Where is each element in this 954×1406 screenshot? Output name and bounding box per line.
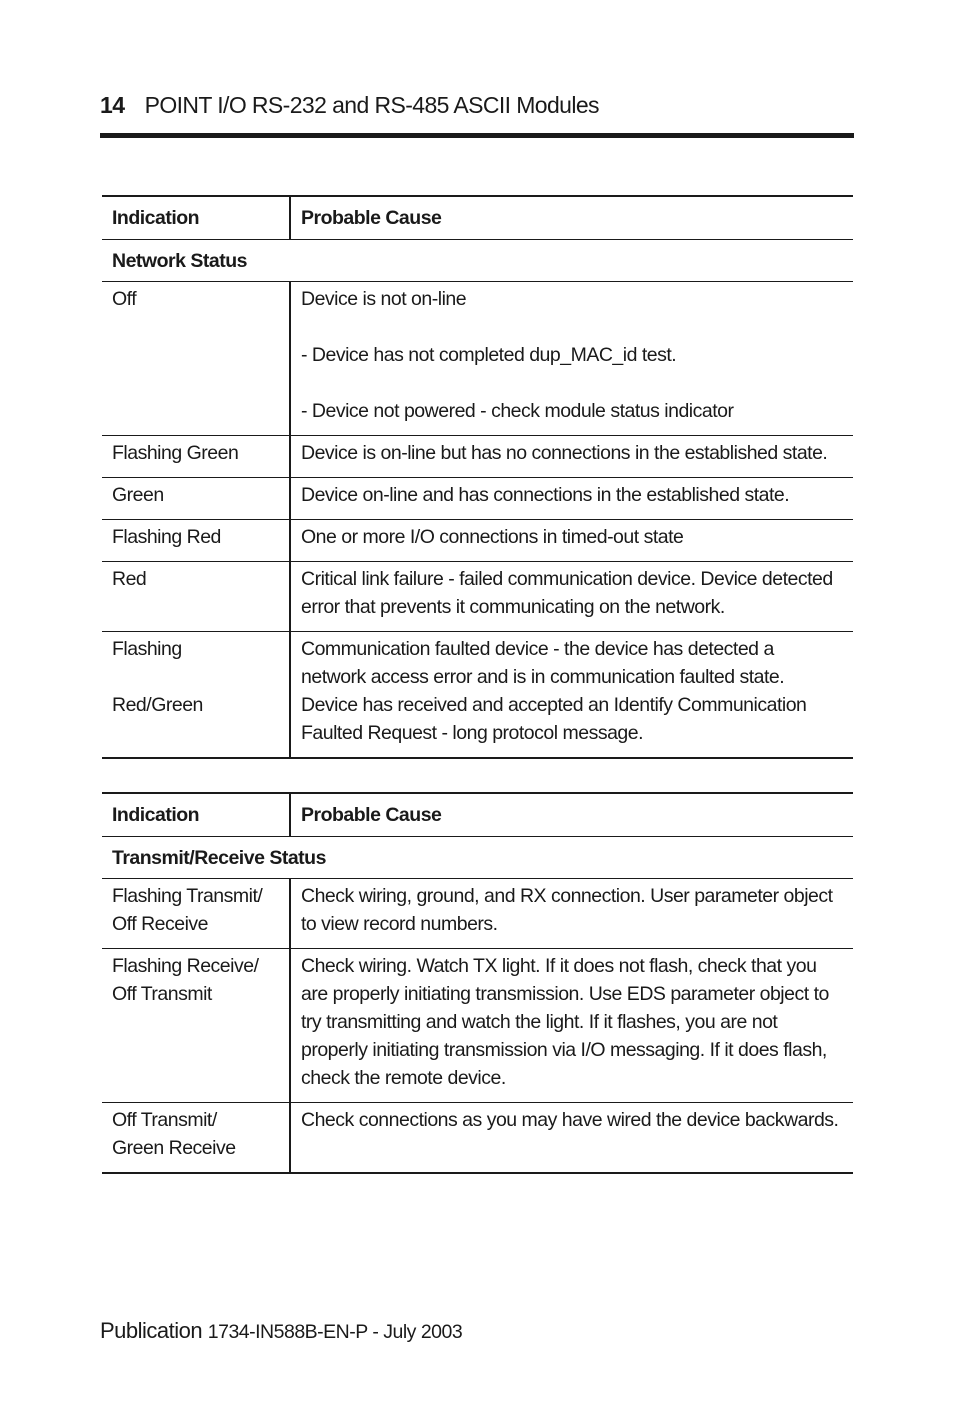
publication-label: Publication bbox=[100, 1318, 203, 1343]
table-row bbox=[102, 478, 853, 520]
section-title-transmit-receive-status: Transmit/Receive Status bbox=[102, 837, 853, 879]
cause-line: - Device not powered - check module status indicator bbox=[301, 400, 734, 422]
table-header-row bbox=[102, 196, 853, 240]
column-header-indication: Indication bbox=[102, 793, 290, 837]
cause-cell: Device on-line and has connections in the established state. bbox=[290, 478, 853, 520]
cause-cell: Critical link failure - failed communication device. Device detected error that prevents it communicating on the network. bbox=[290, 562, 853, 632]
indication-cell: Off bbox=[102, 282, 290, 436]
transmit-receive-status-table bbox=[102, 792, 853, 1174]
indication-line: Flashing Receive/ bbox=[112, 955, 259, 977]
publication-number: 1734-IN588B-EN-P - July 2003 bbox=[207, 1321, 463, 1343]
page-footer bbox=[100, 1318, 462, 1344]
indication-line: Green Receive bbox=[112, 1137, 236, 1159]
section-row bbox=[102, 240, 853, 282]
cause-cell: Check wiring. Watch TX light. If it does not flash, check that you are properly initiating transmission. Use EDS parameter object to try transmitting and watch the light. If it flashes, you are not properly initiating transmission via I/O messaging. If it does flash, check the remote device. bbox=[290, 949, 853, 1103]
table-row bbox=[102, 949, 853, 1103]
indication-cell: Flashing Red bbox=[102, 520, 290, 562]
indication-cell bbox=[102, 949, 290, 1103]
table-row bbox=[102, 1103, 853, 1174]
indication-cell: Red bbox=[102, 562, 290, 632]
indication-cell bbox=[102, 879, 290, 949]
table-row bbox=[102, 879, 853, 949]
section-row bbox=[102, 837, 853, 879]
indication-cell bbox=[102, 632, 290, 759]
indication-cell: Flashing Green bbox=[102, 436, 290, 478]
column-header-cause: Probable Cause bbox=[290, 196, 853, 240]
table-row bbox=[102, 632, 853, 759]
network-status-table bbox=[102, 195, 853, 759]
table-row bbox=[102, 520, 853, 562]
indication-cell: Green bbox=[102, 478, 290, 520]
table-header-row bbox=[102, 793, 853, 837]
indication-line: Off Transmit/ bbox=[112, 1109, 217, 1131]
table-row bbox=[102, 436, 853, 478]
page-title: POINT I/O RS-232 and RS-485 ASCII Modules bbox=[144, 92, 599, 118]
table-row bbox=[102, 282, 853, 436]
cause-cell: Check wiring, ground, and RX connection. User parameter object to view record numbers. bbox=[290, 879, 853, 949]
page-number: 14 bbox=[100, 92, 125, 118]
indication-line: Red/Green bbox=[112, 694, 203, 716]
indication-line: Flashing bbox=[112, 638, 182, 660]
table-row bbox=[102, 562, 853, 632]
cause-cell: Device is on-line but has no connections in the established state. bbox=[290, 436, 853, 478]
indication-line: Off Transmit bbox=[112, 983, 212, 1005]
indication-line: Flashing Transmit/ bbox=[112, 885, 263, 907]
header-rule bbox=[100, 133, 854, 138]
column-header-indication: Indication bbox=[102, 196, 290, 240]
section-title-network-status: Network Status bbox=[102, 240, 853, 282]
indication-cell bbox=[102, 1103, 290, 1174]
indication-line: Off Receive bbox=[112, 913, 209, 935]
cause-cell bbox=[290, 282, 853, 436]
cause-cell: Communication faulted device - the device has detected a network access error and is in communication faulted state. Device has received and accepted an Identify Communication Faulted Request - long protocol message. bbox=[290, 632, 853, 759]
page-header bbox=[100, 92, 599, 126]
cause-line: Device is not on-line bbox=[301, 288, 467, 310]
column-header-cause: Probable Cause bbox=[290, 793, 853, 837]
cause-cell: Check connections as you may have wired the device backwards. bbox=[290, 1103, 853, 1174]
cause-line: - Device has not completed dup_MAC_id test. bbox=[301, 344, 677, 366]
cause-cell: One or more I/O connections in timed-out state bbox=[290, 520, 853, 562]
